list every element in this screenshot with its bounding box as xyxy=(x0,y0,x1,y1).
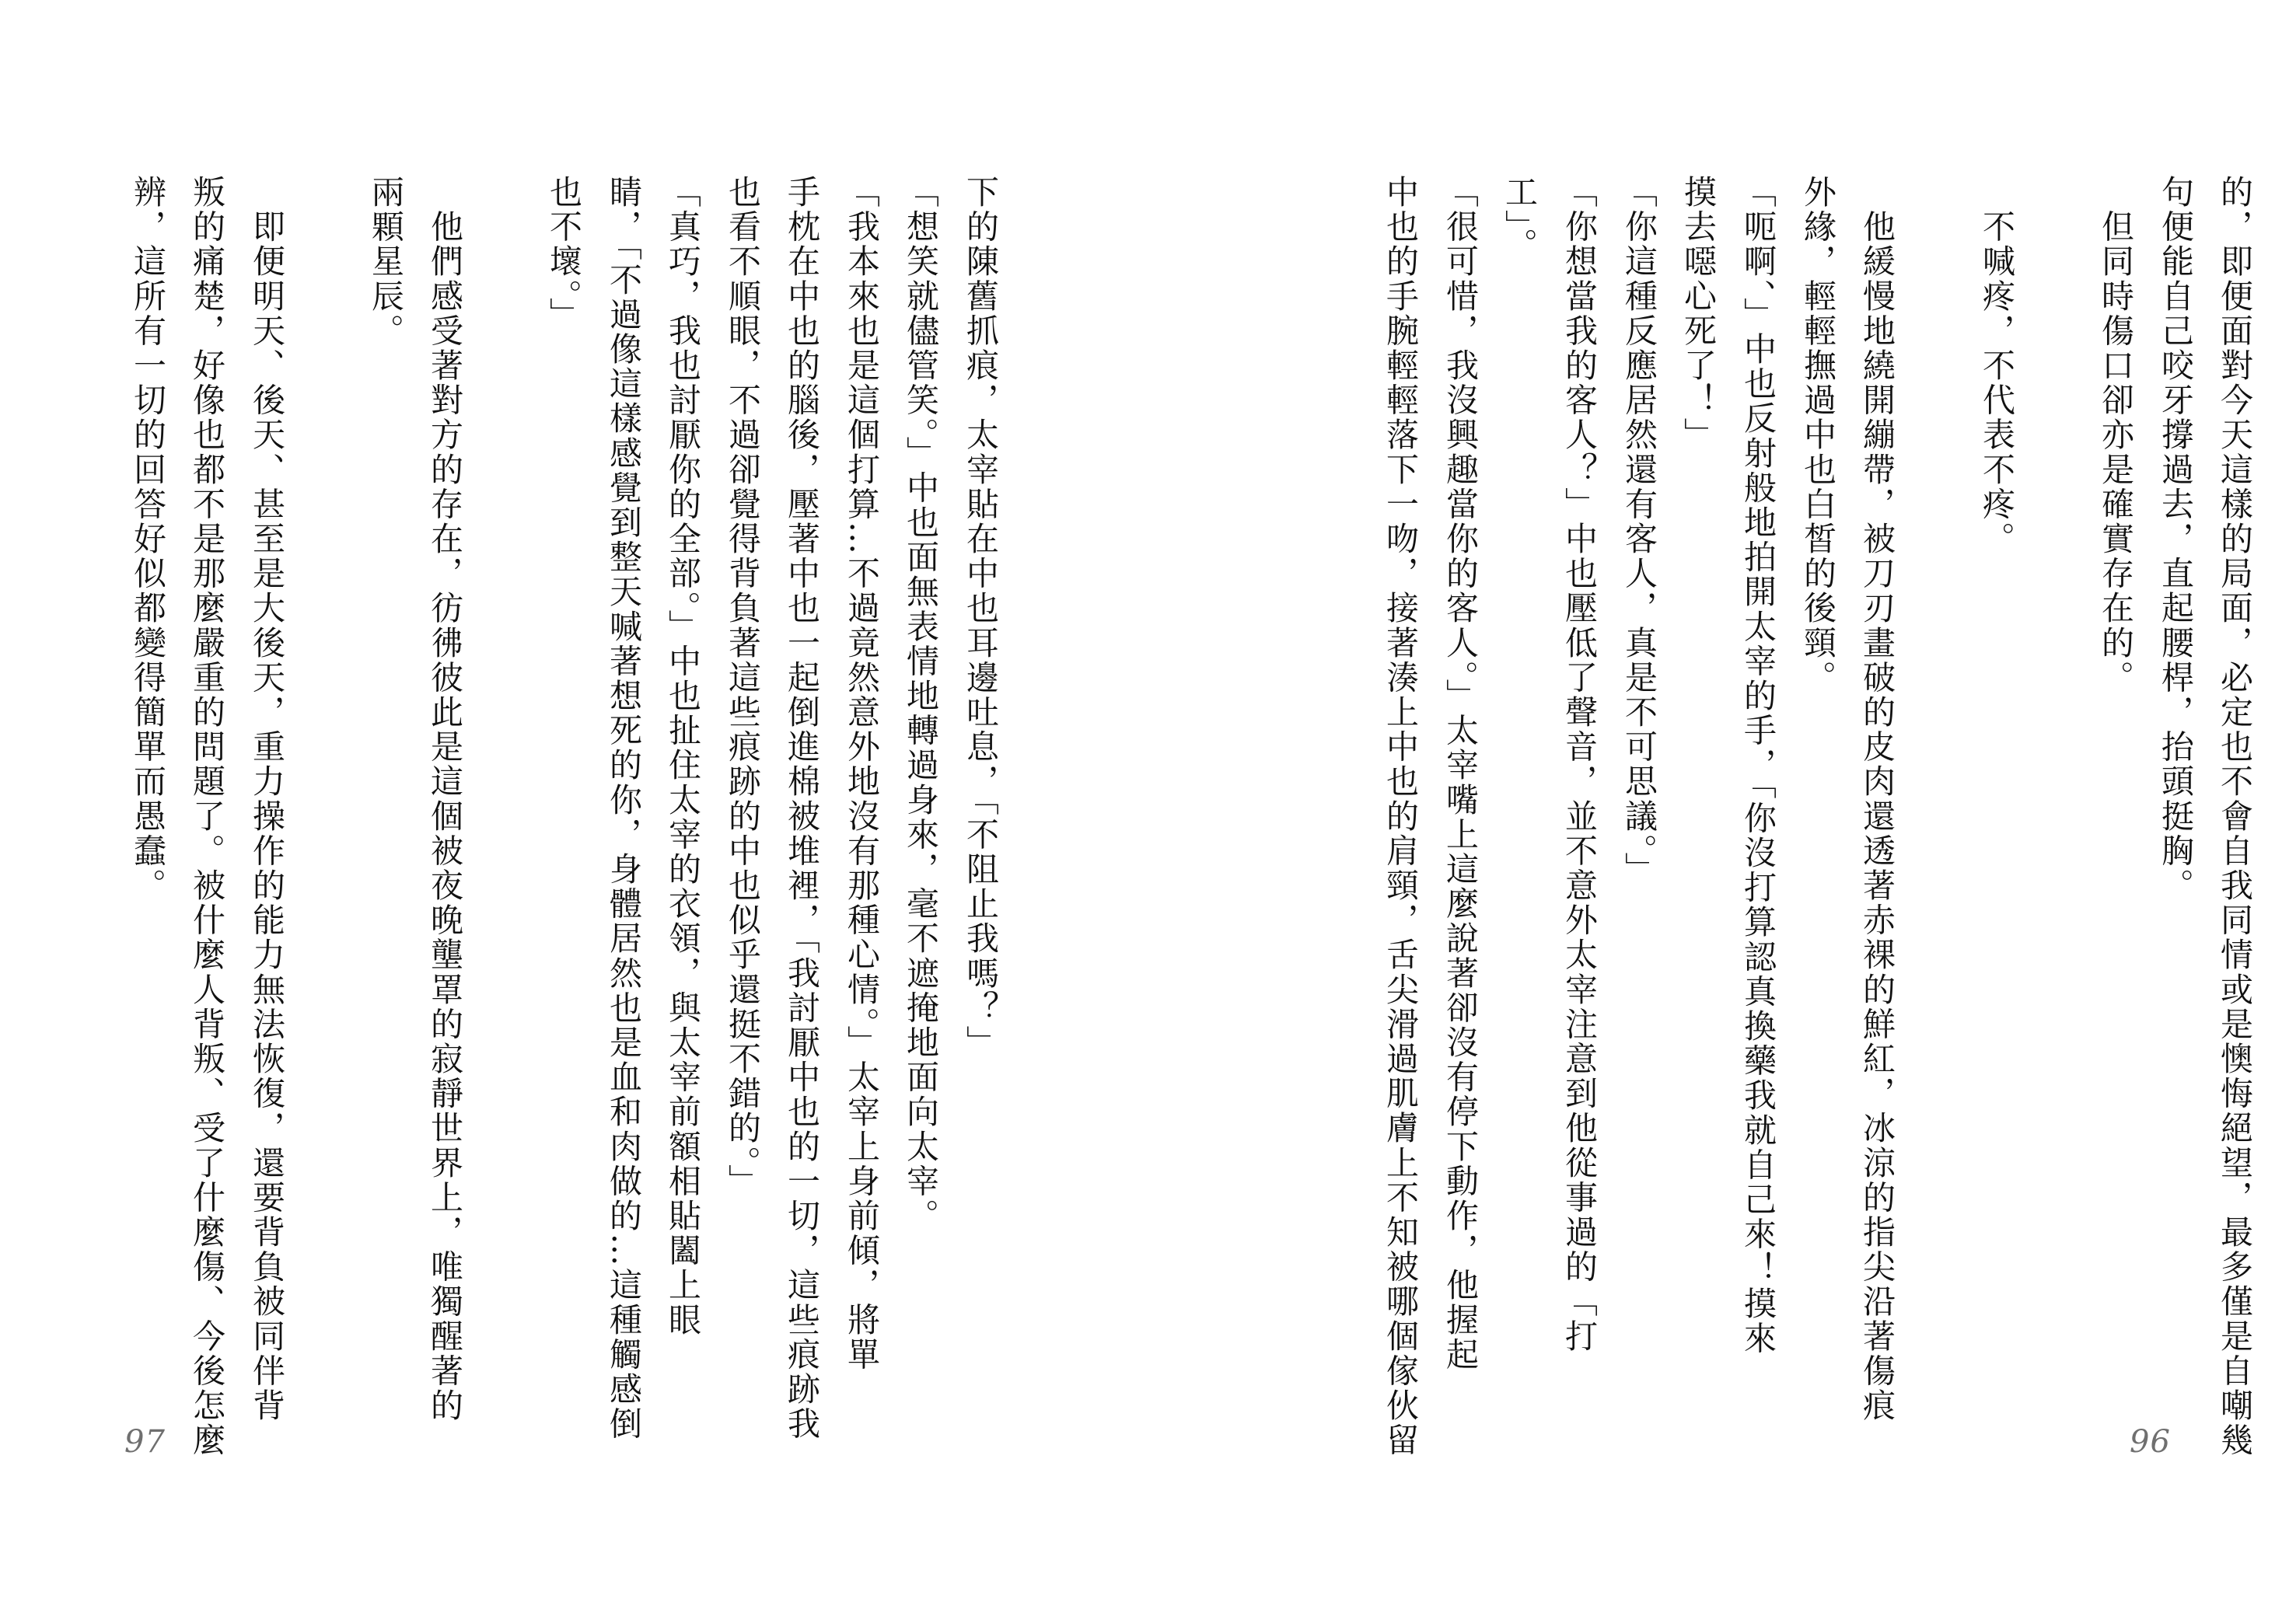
text-column: 睛，「不過像這樣感覺到整天喊著想死的你，身體居然也是血和肉做的…這種觸感倒 xyxy=(605,175,643,1442)
text-column: 「你想當我的客人？」中也壓低了聲音，並不意外太宰注意到他從事過的「打 xyxy=(1560,175,1599,1354)
text-column: 「呃啊、」中也反射般地拍開太宰的手，「你沒打算認真換藥我就自己來！摸來 xyxy=(1739,175,1777,1356)
text-column: 摸去噁心死了！」 xyxy=(1679,175,1718,452)
text-column: 兩顆星辰。 xyxy=(367,175,405,348)
text-column: 的，即便面對今天這樣的局面，必定也不會自我同情或是懊悔絕望，最多僅是自嘲幾 xyxy=(2216,175,2254,1458)
text-column: 不喊疼，不代表不疼。 xyxy=(1978,175,2016,557)
text-column: 也看不順眼，不過卻覺得背負著這些痕跡的中也似乎還挺不錯的。」 xyxy=(724,175,762,1199)
text-column: 但同時傷口卻亦是確實存在的。 xyxy=(2097,175,2135,695)
text-column: 他們感受著對方的存在，彷彿彼此是這個被夜晚壟罩的寂靜世界上，唯獨醒著的 xyxy=(426,175,464,1423)
text-column: 辨，這所有一切的回答好似都變得簡單而愚蠢。 xyxy=(129,175,167,903)
text-column: 中也的手腕輕輕落下一吻，接著湊上中也的肩頸，舌尖滑過肌膚上不知被哪個傢伙留 xyxy=(1382,175,1420,1458)
page-96 xyxy=(1148,0,2296,1616)
page-number: 97 xyxy=(124,1424,166,1460)
text-column: 工」。 xyxy=(1501,175,1539,263)
text-column: 即便明天、後天、甚至是大後天，重力操作的能力無法恢復，還要背負被同伴背 xyxy=(248,175,286,1423)
text-column: 也不壞。」 xyxy=(545,175,583,332)
page-number: 96 xyxy=(2130,1424,2171,1460)
text-column: 他緩慢地繞開繃帶，被刀刃畫破的皮肉還透著赤裸的鮮紅，冰涼的指尖沿著傷痕 xyxy=(1858,175,1896,1423)
text-column: 手枕在中也的腦後，壓著中也一起倒進棉被堆裡，「我討厭中也的一切，這些痕跡我 xyxy=(783,175,821,1442)
text-column: 「很可惜，我沒興趣當你的客人。」太宰嘴上這麼說著卻沒有停下動作，他握起 xyxy=(1442,175,1480,1372)
text-column: 下的陳舊抓痕，太宰貼在中也耳邊吐息，「不阻止我嗎？」 xyxy=(962,175,1000,1060)
text-column: 「想笑就儘管笑。」中也面無表情地轉過身來，毫不遮掩地面向太宰。 xyxy=(902,175,940,1234)
text-column: 句便能自己咬牙撐過去，直起腰桿，抬頭挺胸。 xyxy=(2157,175,2195,903)
text-column: 叛的痛楚，好像也都不是那麼嚴重的問題了。被什麼人背叛、受了什麼傷、今後怎麼 xyxy=(188,175,226,1458)
text-column: 「我本來也是這個打算…不過竟然意外地沒有那種心情。」太宰上身前傾，將單 xyxy=(843,175,881,1372)
text-column: 外緣，輕輕撫過中也白皙的後頸。 xyxy=(1799,175,1837,695)
text-column: 「你這種反應居然還有客人，真是不可思議。」 xyxy=(1620,175,1658,887)
text-column: 「真巧，我也討厭你的全部。」中也扯住太宰的衣領，與太宰前額相貼闔上眼 xyxy=(664,175,702,1338)
